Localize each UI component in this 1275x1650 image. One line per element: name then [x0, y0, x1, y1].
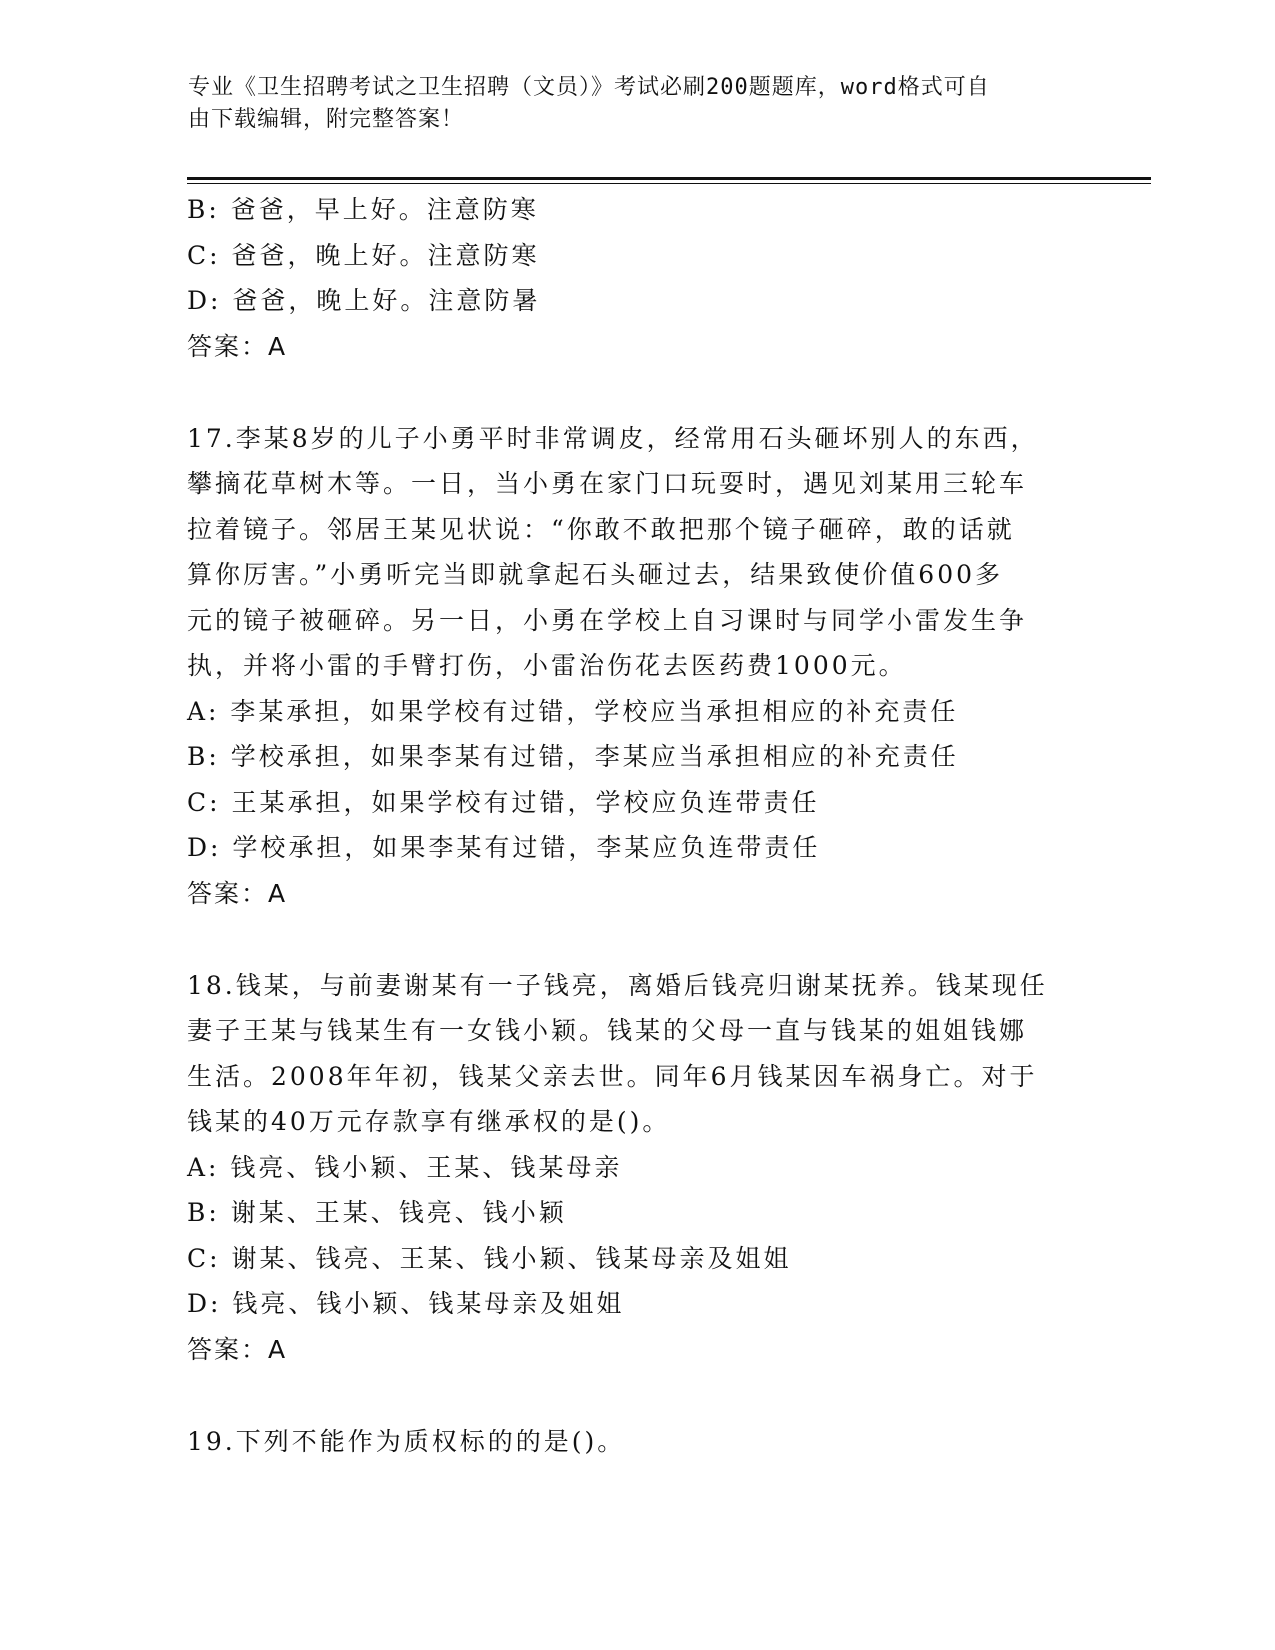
- question-stem-line: 执，并将小雷的手臂打伤，小雷治伤花去医药费1000元。: [187, 651, 907, 680]
- question-stem-line: 妻子王某与钱某生有一女钱小颖。钱某的父母一直与钱某的姐姐钱娜: [187, 1016, 1028, 1045]
- question-16: [187, 187, 1087, 370]
- option-b: B: 学校承担，如果李某有过错，李某应当承担相应的补充责任: [187, 742, 959, 771]
- question-stem-line: 拉着镜子。邻居王某见状说：“你敢不敢把那个镜子砸碎，敢的话就: [187, 514, 1015, 544]
- option-c: C: 爸爸，晚上好。注意防寒: [187, 240, 540, 270]
- option-d: D: 钱亮、钱小颖、钱某母亲及姐姐: [187, 1289, 625, 1318]
- header-line-1: 专业《卫生招聘考试之卫生招聘（文员）》考试必刷200题题库，word格式可自: [188, 75, 990, 100]
- option-b: B: 谢某、王某、钱亮、钱小颖: [187, 1198, 567, 1227]
- question-19: [187, 1419, 1087, 1465]
- header-line-2: 由下载编辑，附完整答案！: [188, 107, 465, 132]
- question-stem-line: 算你厉害。”小勇听完当即就拿起石头砸过去，结果致使价值600多: [187, 560, 1004, 589]
- answer-line: 答案：A: [187, 878, 288, 908]
- question-stem-line: 攀摘花草树木等。一日，当小勇在家门口玩耍时，遇见刘某用三轮车: [187, 469, 1028, 498]
- question-stem-line: 生活。2008年年初，钱某父亲去世。同年6月钱某因车祸身亡。对于: [187, 1061, 1038, 1091]
- header-divider-thick: [187, 177, 1151, 180]
- question-17: [187, 416, 1087, 917]
- option-d: D: 爸爸，晚上好。注意防暑: [187, 286, 541, 315]
- question-stem-line: 19.下列不能作为质权标的的是()。: [187, 1426, 626, 1456]
- answer-line: 答案：A: [187, 331, 288, 361]
- document-header: [188, 72, 1068, 136]
- question-stem-line: 18.钱某，与前妻谢某有一子钱亮，离婚后钱亮归谢某抚养。钱某现任: [187, 970, 1048, 1000]
- option-b: B: 爸爸，早上好。注意防寒: [187, 195, 539, 224]
- option-c: C: 谢某、钱亮、王某、钱小颖、钱某母亲及姐姐: [187, 1243, 792, 1273]
- question-stem-line: 元的镜子被砸碎。另一日，小勇在学校上自习课时与同学小雷发生争: [187, 605, 1028, 635]
- question-stem-line: 17.李某8岁的儿子小勇平时非常调皮，经常用石头砸坏别人的东西，: [187, 423, 1039, 453]
- option-a: A: 钱亮、钱小颖、王某、钱某母亲: [187, 1152, 623, 1182]
- question-stem-line: 钱某的40万元存款享有继承权的是()。: [187, 1107, 671, 1136]
- header-divider-thin: [187, 183, 1151, 184]
- answer-line: 答案：A: [187, 1334, 288, 1364]
- document-body: [187, 187, 1087, 1464]
- option-a: A: 李某承担，如果学校有过错，学校应当承担相应的补充责任: [187, 696, 959, 726]
- question-18: [187, 963, 1087, 1373]
- option-d: D: 学校承担，如果李某有过错，李某应负连带责任: [187, 833, 821, 862]
- option-c: C: 王某承担，如果学校有过错，学校应负连带责任: [187, 787, 820, 817]
